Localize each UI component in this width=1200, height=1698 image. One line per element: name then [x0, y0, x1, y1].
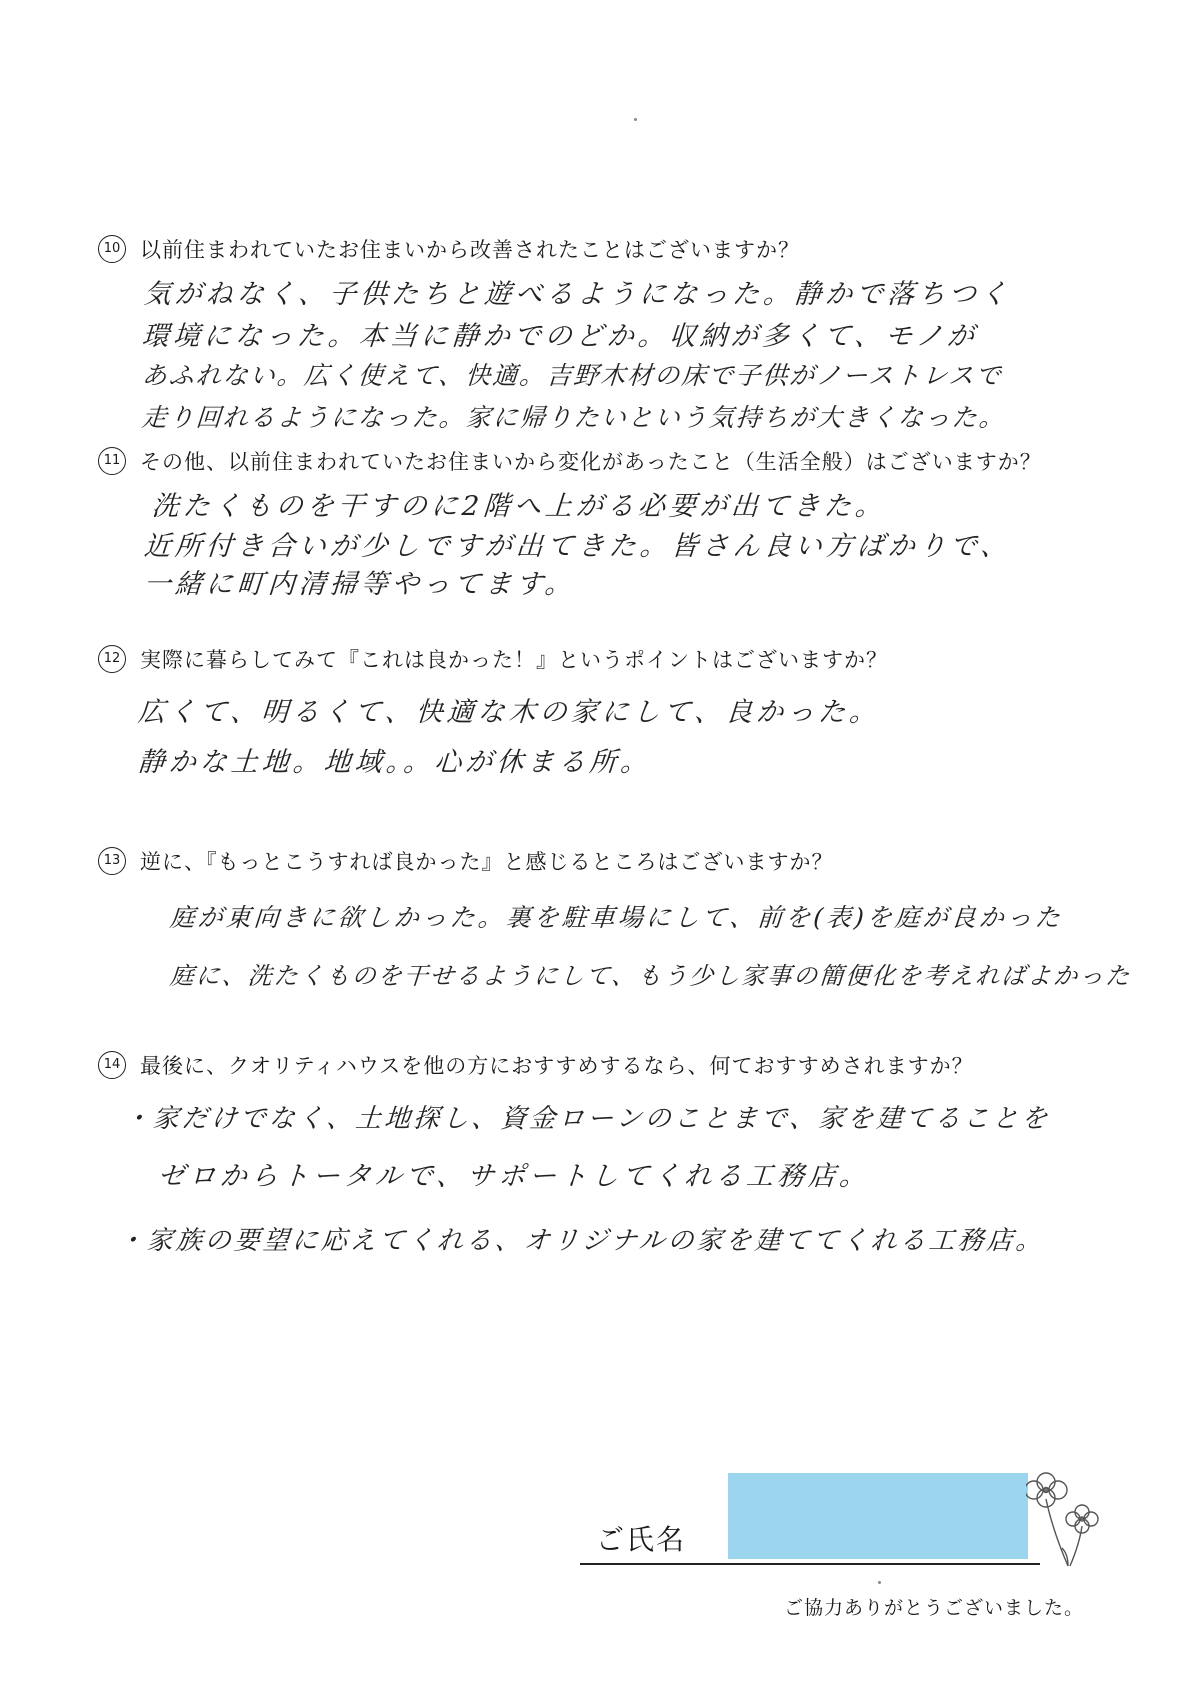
answer-line: 環境になった。本当に静かでのどか。収納が多くて、モノが	[140, 321, 980, 352]
answer-line: 走り回れるようになった。家に帰りたいという気持ちが大きくなった。	[140, 403, 1007, 432]
scan-speck	[878, 1581, 881, 1584]
answer-line: 近所付き合いが少しですが出てきた。皆さん良い方ばかりで、	[142, 531, 1013, 562]
clover-icon	[1026, 1468, 1106, 1578]
answer-line: 洗たくものを干すのに2階へ上がる必要が出てきた。	[150, 491, 888, 522]
question-text: 以前住まわれていたお住まいから改善されたことはございますか？	[140, 238, 800, 262]
question-number: 10	[98, 235, 126, 263]
answer-line: 気がねなく、子供たちと遊べるようになった。静かで落ちつく	[142, 279, 1013, 310]
answer-line: ゼロからトータルで、サポートしてくれる工務店。	[156, 1161, 872, 1192]
question-14	[98, 1050, 974, 1080]
question-10	[98, 234, 800, 264]
question-11	[98, 446, 1042, 476]
question-13	[98, 846, 834, 876]
question-number: 12	[98, 645, 126, 673]
answer-line: あふれない。広く使えて、快適。吉野木材の床で子供がノーストレスで	[140, 361, 1004, 390]
name-label: ご氏名	[596, 1523, 687, 1556]
answer-line: 広くて、明るくて、快適な木の家にして、良かった。	[136, 697, 882, 728]
answer-line: 庭が東向きに欲しかった。裏を駐車場にして、前を(表)を庭が良かった	[168, 903, 1064, 932]
question-number: 11	[98, 447, 126, 475]
scan-speck	[634, 118, 637, 121]
answer-line: ・家だけでなく、土地探し、資金ローンのことまで、家を建てることを	[122, 1104, 1052, 1134]
answer-line: 一緒に町内清掃等やってます。	[142, 569, 577, 600]
question-text: 逆に、『もっとこうすれば良かった』と感じるところはございますか？	[140, 850, 834, 874]
answer-line: 庭に、洗たくものを干せるようにして、もう少し家事の簡便化を考えればよかった	[168, 962, 1133, 990]
question-12	[98, 644, 888, 674]
question-number: 13	[98, 847, 126, 875]
question-text: 最後に、クオリティハウスを他の方におすすめするなら、何ておすすめされますか？	[140, 1054, 974, 1078]
answer-line: 静かな土地。地域。。心が休まる所。	[136, 747, 653, 778]
question-text: 実際に暮らしてみて『これは良かった！』というポイントはございますか？	[140, 648, 888, 672]
question-number: 14	[98, 1051, 126, 1079]
signature-line	[580, 1563, 1040, 1565]
answer-line: ・家族の要望に応えてくれる、オリジナルの家を建ててくれる工務店。	[116, 1226, 1046, 1256]
name-redaction	[728, 1473, 1028, 1559]
thank-you-note: ご協力ありがとうございました。	[784, 1597, 1085, 1619]
question-text: その他、以前住まわれていたお住まいから変化があったこと（生活全般）はございますか？	[140, 450, 1042, 474]
